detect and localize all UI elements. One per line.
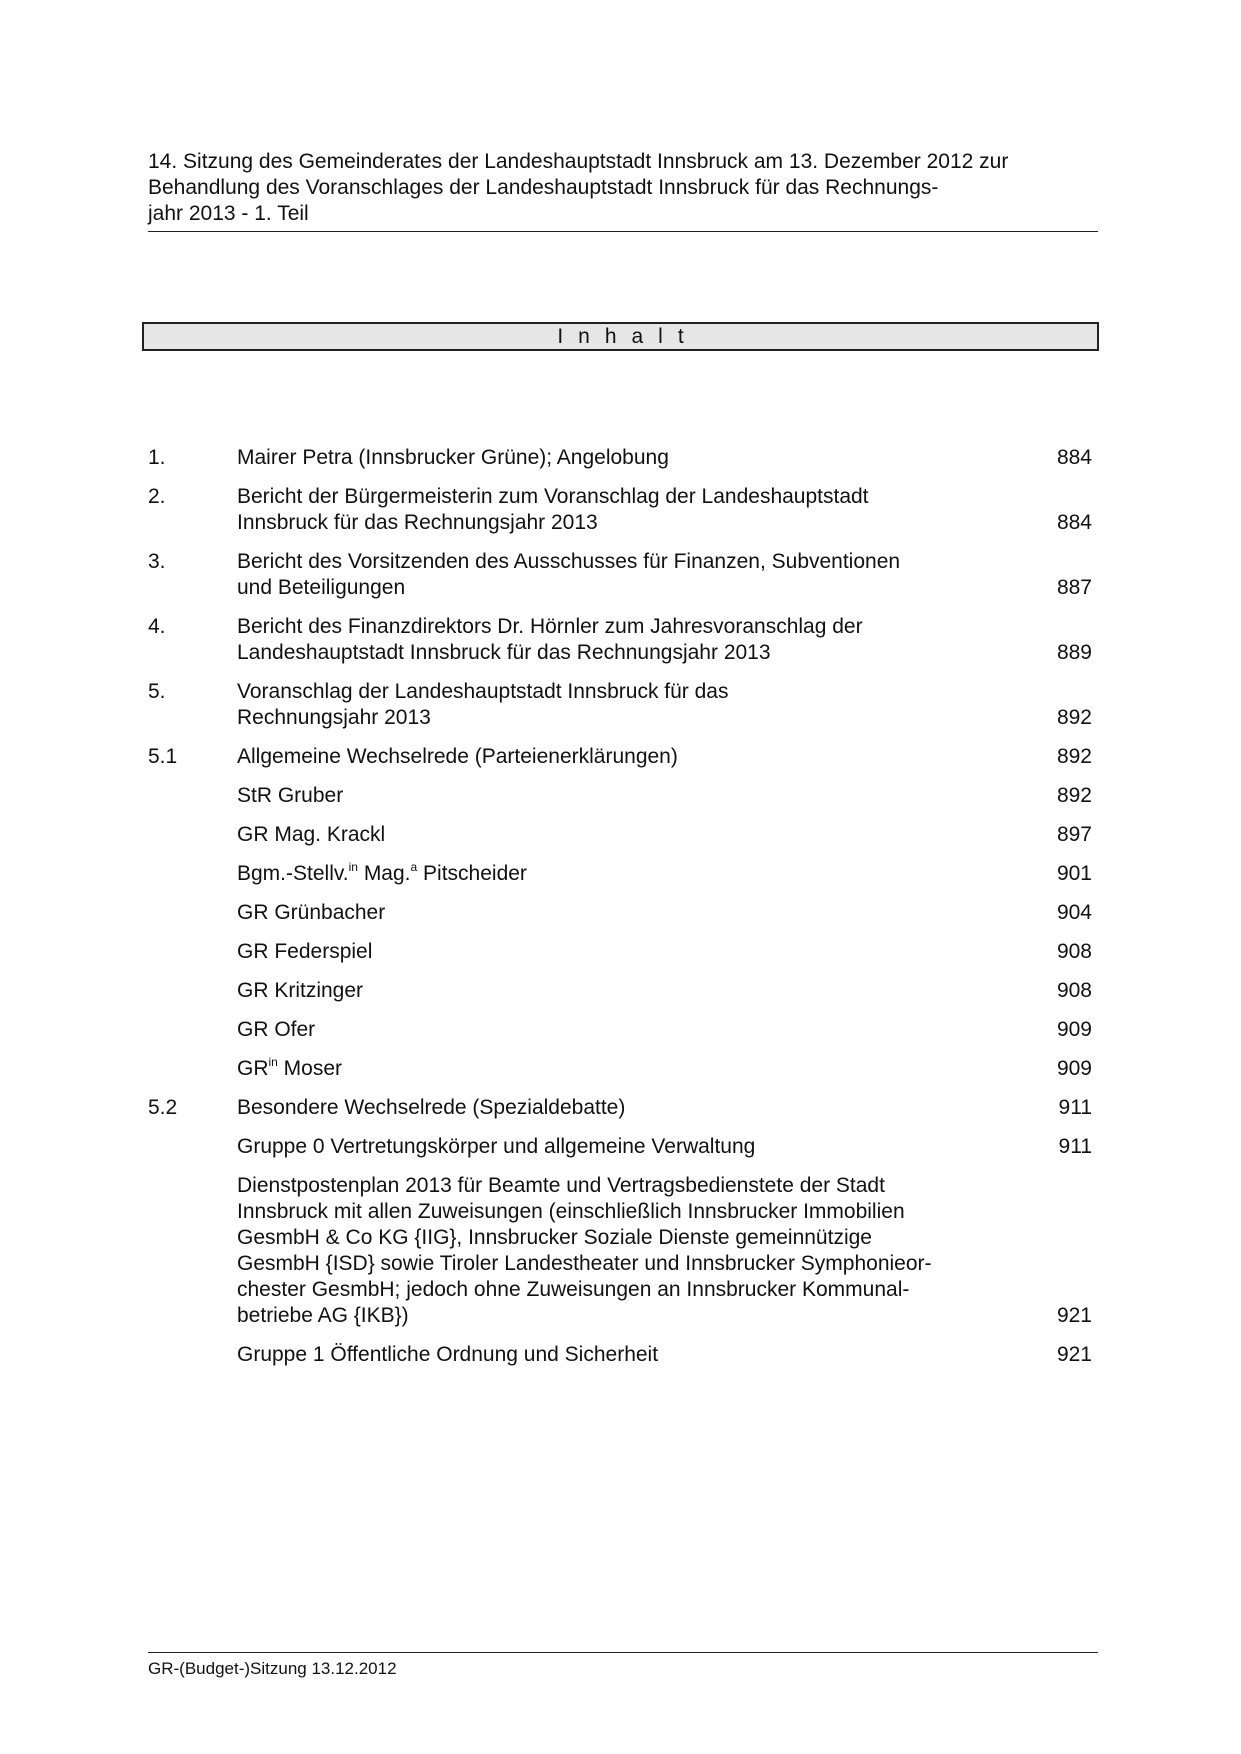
superscript: in xyxy=(268,1055,278,1069)
toc-entry-number: 5. xyxy=(148,680,166,703)
toc-entry-number: 5.2 xyxy=(148,1096,178,1119)
speaker-name-part: Moser xyxy=(277,1057,343,1080)
toc-entry-title xyxy=(237,614,1032,666)
toc-entry-title-line: Gruppe 0 Vertretungskörper und allgemeine Verwaltung xyxy=(237,1135,756,1158)
toc-entry-title xyxy=(237,1134,1032,1160)
toc-entry-page: 887 xyxy=(1056,576,1092,599)
toc-entry-title-line: und Beteiligungen xyxy=(237,576,406,599)
toc-entry-title xyxy=(237,900,1032,926)
toc-entry-title-line: betriebe AG {IKB}) xyxy=(237,1304,409,1327)
toc-entry-page: 884 xyxy=(1056,511,1092,534)
header-line: Behandlung des Voranschlages der Landeshauptstadt Innsbruck für das Rechnungs- xyxy=(148,176,939,199)
superscript: in xyxy=(348,860,358,874)
toc-entry-title-line: Bericht des Vorsitzenden des Ausschusses für Finanzen, Subventionen xyxy=(237,550,901,573)
toc-entry-number: 4. xyxy=(148,615,166,638)
toc-entry xyxy=(148,1095,1098,1121)
toc-entry-page: 897 xyxy=(1056,823,1092,846)
speaker-name-part: Bgm.-Stellv. xyxy=(237,862,349,885)
table-of-contents xyxy=(148,445,1098,1381)
toc-entry-page: 908 xyxy=(1056,979,1092,1002)
toc-entry xyxy=(148,744,1098,770)
toc-entry-title xyxy=(237,861,1032,887)
toc-entry-title xyxy=(237,549,1032,601)
toc-entry-title xyxy=(237,484,1032,536)
toc-entry-page: 889 xyxy=(1056,641,1092,664)
toc-entry-title-line: Innsbruck für das Rechnungsjahr 2013 xyxy=(237,511,598,534)
toc-entry-page: 911 xyxy=(1058,1135,1092,1158)
toc-entry-page: 904 xyxy=(1056,901,1092,924)
toc-entry-title-line: GesmbH {ISD} sowie Tiroler Landestheater und Innsbrucker Symphonieor- xyxy=(237,1252,932,1275)
toc-entry-page: 901 xyxy=(1056,862,1092,885)
toc-entry-title-line: Landeshauptstadt Innsbruck für das Rechnungsjahr 2013 xyxy=(237,641,771,664)
toc-entry xyxy=(148,1017,1098,1043)
toc-entry-page: 909 xyxy=(1056,1057,1092,1080)
toc-entry xyxy=(148,822,1098,848)
toc-entry-title-line: Rechnungsjahr 2013 xyxy=(237,706,431,729)
page-footer: GR-(Budget-)Sitzung 13.12.2012 xyxy=(148,1659,397,1678)
toc-entry-title xyxy=(237,783,1032,809)
toc-entry-page: 921 xyxy=(1056,1304,1092,1327)
speaker-name-part: Mag. xyxy=(357,862,411,885)
toc-entry-title xyxy=(237,978,1032,1004)
toc-entry xyxy=(148,978,1098,1004)
toc-entry-page: 892 xyxy=(1056,784,1092,807)
toc-entry-title-line: StR Gruber xyxy=(237,784,344,807)
toc-entry-title xyxy=(237,744,1032,770)
toc-entry-title-line: Gruppe 1 Öffentliche Ordnung und Sicherheit xyxy=(237,1343,659,1366)
toc-entry-title-line: GR Mag. Krackl xyxy=(237,823,386,846)
toc-entry-page: 892 xyxy=(1056,745,1092,768)
toc-entry-title xyxy=(237,1017,1032,1043)
header-divider xyxy=(148,231,1098,232)
toc-entry-title xyxy=(237,679,1032,731)
toc-entry-title-line: Voranschlag der Landeshauptstadt Innsbruck für das xyxy=(237,680,729,703)
toc-entry-page: 921 xyxy=(1056,1343,1092,1366)
toc-entry-title-line: GesmbH & Co KG {IIG}, Innsbrucker Soziale Dienste gemeinnützige xyxy=(237,1226,872,1249)
toc-entry xyxy=(148,939,1098,965)
toc-entry-title-line xyxy=(237,1056,1032,1082)
toc-entry-title-line: Besondere Wechselrede (Spezialdebatte) xyxy=(237,1096,626,1119)
toc-entry-page: 884 xyxy=(1056,446,1092,469)
toc-entry-title xyxy=(237,1342,1032,1368)
toc-entry xyxy=(148,445,1098,471)
toc-entry-page: 911 xyxy=(1058,1096,1092,1119)
toc-entry-number: 2. xyxy=(148,485,166,508)
superscript: a xyxy=(410,860,418,874)
toc-entry-page: 909 xyxy=(1056,1018,1092,1041)
speaker-name-part: GR xyxy=(237,1057,269,1080)
section-title: Inhalt xyxy=(142,322,1099,351)
toc-entry xyxy=(148,484,1098,536)
toc-entry-title xyxy=(237,939,1032,965)
toc-entry xyxy=(148,549,1098,601)
toc-entry xyxy=(148,1173,1098,1329)
toc-entry xyxy=(148,614,1098,666)
toc-entry-title-line: Bericht des Finanzdirektors Dr. Hörnler zum Jahresvoranschlag der xyxy=(237,615,863,638)
toc-entry-number: 5.1 xyxy=(148,745,178,768)
toc-entry xyxy=(148,861,1098,887)
toc-entry-title-line: Innsbruck mit allen Zuweisungen (einschließlich Innsbrucker Immobilien xyxy=(237,1200,905,1223)
toc-entry-title xyxy=(237,1056,1032,1082)
toc-entry-number: 3. xyxy=(148,550,166,573)
speaker-name-part: Pitscheider xyxy=(417,862,527,885)
toc-entry xyxy=(148,900,1098,926)
header-line: 14. Sitzung des Gemeinderates der Landeshauptstadt Innsbruck am 13. Dezember 2012 zur xyxy=(148,150,1009,173)
toc-entry-title-line: Mairer Petra (Innsbrucker Grüne); Angelobung xyxy=(237,446,669,469)
toc-entry xyxy=(148,1134,1098,1160)
toc-entry-page: 892 xyxy=(1056,706,1092,729)
toc-entry xyxy=(148,679,1098,731)
footer-divider xyxy=(148,1652,1098,1653)
toc-entry-title-line: GR Grünbacher xyxy=(237,901,386,924)
toc-entry-title-line: chester GesmbH; jedoch ohne Zuweisungen an Innsbrucker Kommunal- xyxy=(237,1278,910,1301)
toc-entry-title-line: GR Ofer xyxy=(237,1018,316,1041)
toc-entry-title-line: GR Federspiel xyxy=(237,940,373,963)
document-header xyxy=(148,149,1098,227)
toc-entry-title xyxy=(237,1095,1032,1121)
toc-entry-title xyxy=(237,822,1032,848)
toc-entry-title-line: GR Kritzinger xyxy=(237,979,364,1002)
toc-entry-number: 1. xyxy=(148,446,166,469)
toc-entry xyxy=(148,1342,1098,1368)
toc-entry-title-line: Allgemeine Wechselrede (Parteienerklärungen) xyxy=(237,745,678,768)
toc-entry-title xyxy=(237,1173,1032,1329)
header-line: jahr 2013 - 1. Teil xyxy=(148,202,309,225)
toc-entry-title-line xyxy=(237,861,1032,887)
toc-entry xyxy=(148,783,1098,809)
toc-entry-page: 908 xyxy=(1056,940,1092,963)
toc-entry xyxy=(148,1056,1098,1082)
toc-entry-title-line: Dienstpostenplan 2013 für Beamte und Vertragsbedienstete der Stadt xyxy=(237,1174,885,1197)
toc-entry-title xyxy=(237,445,1032,471)
toc-entry-title-line: Bericht der Bürgermeisterin zum Voranschlag der Landeshauptstadt xyxy=(237,485,869,508)
